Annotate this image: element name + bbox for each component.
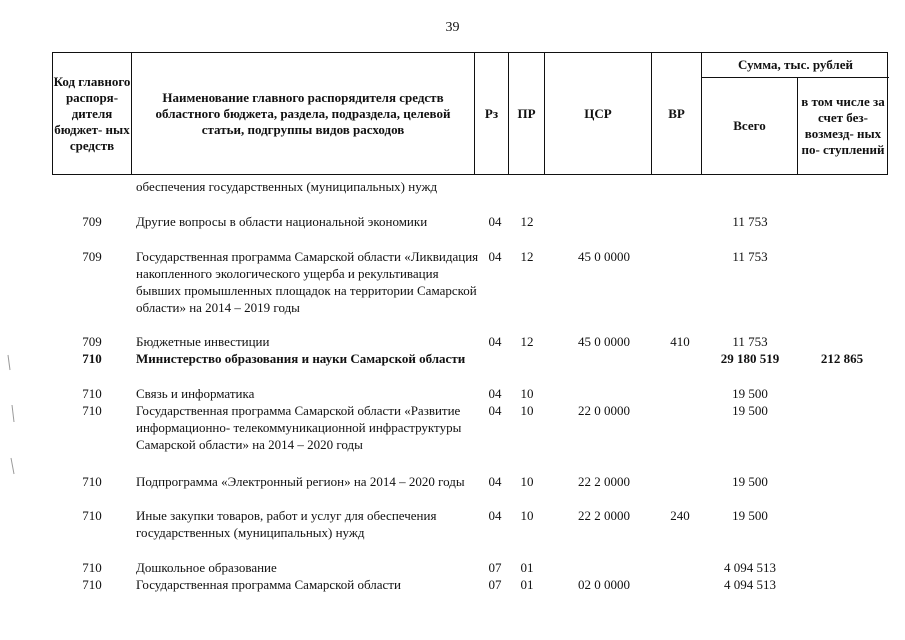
row-name: Государственная программа Самарской области [136,577,401,592]
row-name: Дошкольное образование [136,560,277,575]
row-total: 4 094 513 [724,577,776,592]
row-free: 212 865 [820,351,864,366]
row-code: 710 [82,474,102,489]
row-csr: 22 2 0000 [578,508,630,523]
header-total: Всего [733,118,766,133]
header-sum-group: Сумма, тыс. рублей [738,57,853,72]
row-pr: 01 [520,560,534,575]
table-header [52,52,888,175]
row-rz: 04 [488,386,502,401]
row-total: 19 500 [732,403,768,418]
row-rz: 04 [488,249,502,264]
page-number: 39 [445,20,460,35]
row-rz: 04 [488,334,502,349]
row-pr: 10 [520,386,534,401]
row-total: 29 180 519 [720,351,780,366]
row-total: 19 500 [732,474,768,489]
header-vr: ВР [668,105,685,121]
header-free: в том числе за счет без- возмезд- ных по- ступлений [801,94,885,157]
row-code: 710 [82,386,102,401]
row-code: 709 [82,249,102,264]
row-name: Государственная программа Самарской области «Ликвидация накопленного экологического ущерба и рекультивация бывших промышленных площадок на территории Самарской области» на 2014 – 2019 годы [136,249,479,315]
scan-mark-icon [2,350,20,490]
row-rz: 04 [488,403,502,418]
row-csr: 02 0 0000 [578,577,630,592]
row-csr: 45 0 0000 [578,249,630,264]
row-name: Иные закупки товаров, работ и услуг для обеспечения государственных (муниципальных) нужд [136,508,437,540]
row-name: Связь и информатика [136,386,255,401]
row-pr: 10 [520,508,534,523]
row-csr: 22 2 0000 [578,474,630,489]
header-pr: ПР [517,105,536,121]
row-total: 19 500 [732,508,768,523]
row-code: 710 [82,508,102,523]
header-code: Код главного распоря- дителя бюджет- ных средств [53,73,131,153]
row-name: Подпрограмма «Электронный регион» на 2014 – 2020 годы [136,474,465,489]
header-rz: Рз [484,105,499,121]
row-rz: 04 [488,214,502,229]
row-total: 11 753 [732,249,768,264]
row-name: Министерство образования и науки Самарской области [136,351,466,366]
row-name: Бюджетные инвестиции [136,334,270,349]
row-rz: 07 [488,560,502,575]
row-code: 709 [82,214,102,229]
row-name: Государственная программа Самарской области «Развитие информационно- телекоммуникационной инфраструктуры Самарской области» на 2014 – 2020 годы [136,403,462,452]
row-rz: 07 [488,577,502,592]
row-total: 19 500 [732,386,768,401]
row-pr: 10 [520,474,534,489]
row-pr: 10 [520,403,534,418]
row-pr: 12 [520,214,534,229]
row-code: 709 [82,334,102,349]
header-name: Наименование главного распорядителя средств областного бюджета, раздела, подраздела, целевой статьи, подгруппы видов расходов [155,89,451,137]
row-code: 710 [82,577,102,592]
row-total: 4 094 513 [724,560,776,575]
row-csr: 22 0 0000 [578,403,630,418]
row-code: 710 [82,351,102,366]
row-pr: 12 [520,249,534,264]
row-pr: 01 [520,577,534,592]
row-rz: 04 [488,474,502,489]
row-name: обеспечения государственных (муниципальных) нужд [136,179,438,194]
row-vr: 410 [670,334,690,349]
row-vr: 240 [670,508,690,523]
row-name: Другие вопросы в области национальной экономики [136,214,428,229]
row-pr: 12 [520,334,534,349]
header-csr: ЦСР [584,105,612,121]
row-csr: 45 0 0000 [578,334,630,349]
row-total: 11 753 [732,334,768,349]
row-total: 11 753 [732,214,768,229]
row-rz: 04 [488,508,502,523]
row-code: 710 [82,560,102,575]
row-code: 710 [82,403,102,418]
